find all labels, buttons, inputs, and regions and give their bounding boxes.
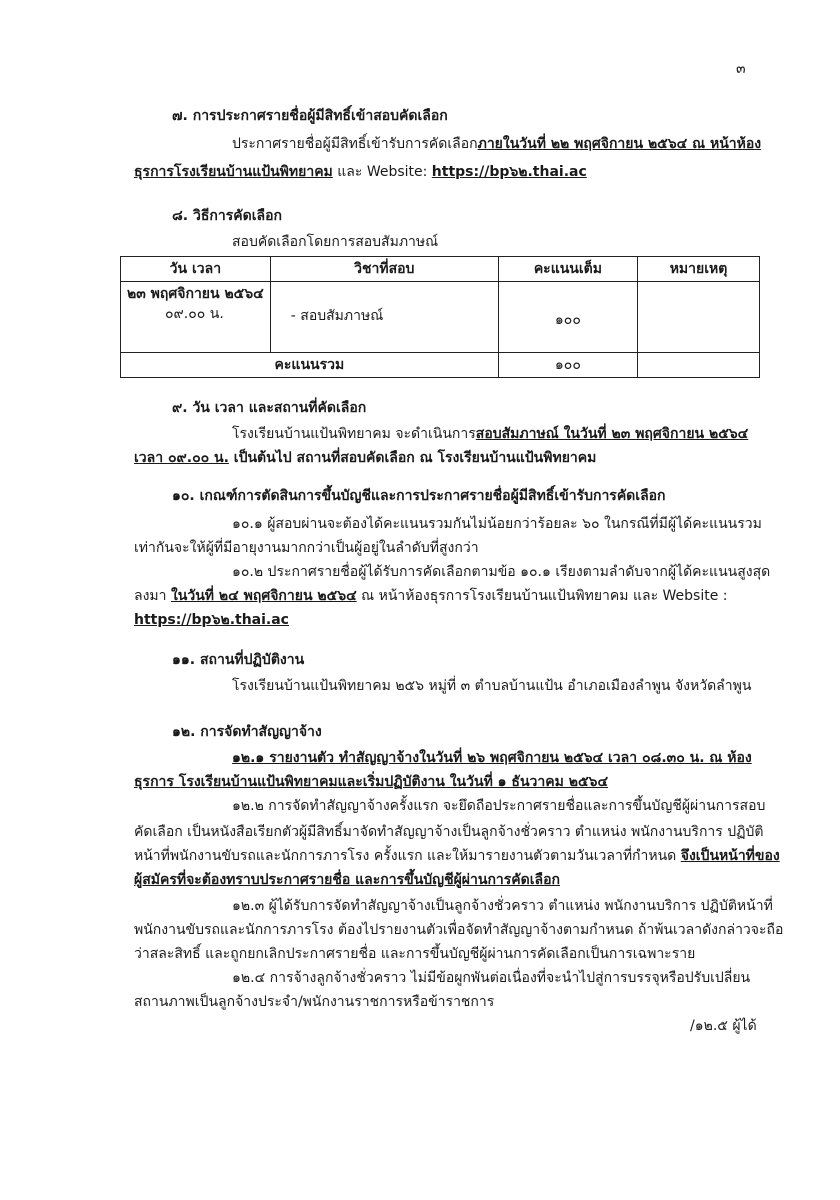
table-total-row	[121, 353, 760, 378]
section8-heading: ๘. วิธีการคัดเลือก	[172, 208, 282, 224]
section12-p3-line3: ว่าสละสิทธิ์ และถูกยกเลิกประกาศรายชื่อ และการขึ้นบัญชีผู้ผ่านการคัดเลือกเป็นการเฉพาะราย	[134, 946, 696, 962]
section10-heading: ๑๐. เกณฑ์การตัดสินการขึ้นบัญชีและการประกาศรายชื่อผู้มีสิทธิ์เข้ารับการคัดเลือก	[172, 488, 666, 504]
cell-score-text: ๑๐๐	[554, 312, 581, 328]
section12-p2-line2: คัดเลือก เป็นหนังสือเรียกตัวผู้มีสิทธิ์มาจัดทำสัญญาจ้างเป็นลูกจ้างชั่วคราว ตำแหน่ง พนักงานบริการ ปฏิบัติ	[134, 824, 764, 840]
section10-url[interactable]: https://bp๖๒.thai.ac	[134, 612, 289, 628]
section12-heading: ๑๒. การจัดทำสัญญาจ้าง	[172, 724, 322, 740]
cell-score	[498, 282, 637, 353]
section7-line1	[232, 134, 761, 154]
continuation-marker: /๑๒.๕ ผู้ได้	[690, 1018, 757, 1034]
section7-line2-mid: และ Website:	[332, 164, 432, 180]
section12-p2-line3-plain: หน้าที่พนักงานขับรถและนักการภารโรง ครั้งแรก และให้มารายงานตัวตามวันเวลาที่กำหนด	[134, 848, 681, 864]
cell-subject-text: - สอบสัมภาษณ์	[290, 308, 384, 324]
total-note	[638, 353, 760, 378]
section10-p2-line2-underlined: ในวันที่ ๒๔ พฤศจิกายน ๒๕๖๔	[170, 588, 357, 604]
section7-line1-underlined: ภายในวันที่ ๒๒ พฤศจิกายน ๒๕๖๔ ณ หน้าห้อง	[477, 136, 762, 152]
table-row	[121, 282, 760, 353]
page-number: ๓	[736, 61, 746, 77]
section8-subheading: สอบคัดเลือกโดยการสอบสัมภาษณ์	[232, 234, 439, 250]
section12-p2-line3	[134, 846, 780, 866]
cell-date-line1: ๒๓ พฤศจิกายน ๒๕๖๔	[127, 286, 264, 302]
header-score: คะแนนเต็ม	[498, 257, 637, 282]
section7-line2	[134, 162, 587, 182]
section12-p3-line2: พนักงานขับรถและนักการภารโรง ต้องไปรายงานตัวเพื่อจัดทำสัญญาจ้างตามกำหนด ถ้าพ้นเวลาดังกล่าวจะถือ	[134, 922, 784, 938]
section11-line1: โรงเรียนบ้านแป้นพิทยาคม ๒๕๖ หมู่ที่ ๓ ตำบลบ้านแป้น อำเภอเมืองลำพูน จังหวัดลำพูน	[232, 678, 752, 694]
section12-p2-line3-underlined: จึงเป็นหน้าที่ของ	[680, 848, 780, 864]
section12-p1-line1: ๑๒.๑ รายงานตัว ทำสัญญาจ้างในวันที่ ๒๖ พฤศจิกายน ๒๕๖๔ เวลา ๐๘.๓๐ น. ณ ห้อง	[232, 750, 752, 766]
section10-p2-line2	[134, 586, 728, 606]
section12-p4-line1: ๑๒.๔ การจ้างลูกจ้างชั่วคราว ไม่มีข้อผูกพันต่อเนื่องที่จะนำไปสู่การบรรจุหรือปรับเปลี่ยน	[232, 970, 751, 986]
section12-p1-line2: ธุรการ โรงเรียนบ้านแป้นพิทยาคมและเริ่มปฏิบัติงาน ในวันที่ ๑ ธันวาคม ๒๕๖๔	[134, 774, 609, 790]
total-score: ๑๐๐	[498, 353, 637, 378]
table-header-row	[121, 257, 760, 282]
header-subject: วิชาที่สอบ	[270, 257, 498, 282]
header-note: หมายเหตุ	[638, 257, 760, 282]
section9-heading: ๙. วัน เวลา และสถานที่คัดเลือก	[172, 400, 367, 416]
section10-p2-line2-rest: ณ หน้าห้องธุรการโรงเรียนบ้านแป้นพิทยาคม และ Website :	[356, 588, 728, 604]
section7-line2-underlined: ธุรการโรงเรียนบ้านแป้นพิทยาคม	[134, 164, 333, 180]
section9-line1-underlined: สอบสัมภาษณ์ ในวันที่ ๒๓ พฤศจิกายน ๒๕๖๔	[475, 426, 749, 442]
section7-line1-plain: ประกาศรายชื่อผู้มีสิทธิ์เข้ารับการคัดเลือก	[232, 136, 478, 152]
exam-schedule-table	[120, 256, 760, 378]
cell-note	[638, 282, 760, 353]
section12-p2-line1: ๑๒.๒ การจัดทำสัญญาจ้างครั้งแรก จะยึดถือประกาศรายชื่อและการขึ้นบัญชีผู้ผ่านการสอบ	[232, 798, 766, 814]
cell-subject	[270, 282, 498, 353]
header-date: วัน เวลา	[121, 257, 271, 282]
section10-p1-line1: ๑๐.๑ ผู้สอบผ่านจะต้องได้คะแนนรวมกันไม่น้อยกว่าร้อยละ ๖๐ ในกรณีที่มีผู้ได้คะแนนรวม	[232, 516, 762, 532]
section9-line1-plain: โรงเรียนบ้านแป้นพิทยาคม จะดำเนินการ	[232, 426, 476, 442]
total-label: คะแนนรวม	[121, 353, 499, 378]
section10-p2-line1: ๑๐.๒ ประกาศรายชื่อผู้ได้รับการคัดเลือกตามข้อ ๑๐.๑ เรียงตามลำดับจากผู้ได้คะแนนสูงสุด	[232, 564, 771, 580]
section7-url[interactable]: https://bp๖๒.thai.ac	[431, 164, 587, 180]
section7-heading: ๗. การประกาศรายชื่อผู้มีสิทธิ์เข้าสอบคัดเลือก	[172, 108, 448, 124]
section9-line2-plain: เป็นต้นไป สถานที่สอบคัดเลือก ณ โรงเรียนบ้านแป้นพิทยาคม	[228, 450, 597, 466]
cell-date	[121, 282, 271, 353]
section9-line1	[232, 424, 748, 444]
section10-p1-line2: เท่ากันจะให้ผู้ที่มีอายุงานมากกว่าเป็นผู้อยู่ในลำดับที่สูงกว่า	[134, 540, 479, 556]
section12-p2-line4: ผู้สมัครที่จะต้องทราบประกาศรายชื่อ และการขึ้นบัญชีผู้ผ่านการคัดเลือก	[134, 872, 561, 888]
section11-heading: ๑๑. สถานที่ปฏิบัติงาน	[172, 652, 305, 668]
section12-p4-line2: สถานภาพเป็นลูกจ้างประจำ/พนักงานราชการหรือข้าราชการ	[134, 994, 495, 1010]
section9-line2-underlined: เวลา ๐๙.๐๐ น.	[134, 450, 229, 466]
cell-date-line2: ๐๙.๐๐ น.	[165, 306, 224, 322]
section10-p2-line2-plain: ลงมา	[134, 588, 171, 604]
section12-p3-line1: ๑๒.๓ ผู้ได้รับการจัดทำสัญญาจ้างเป็นลูกจ้างชั่วคราว ตำแหน่ง พนักงานบริการ ปฏิบัติหน้าที่	[232, 898, 773, 914]
section9-line2	[134, 448, 596, 468]
